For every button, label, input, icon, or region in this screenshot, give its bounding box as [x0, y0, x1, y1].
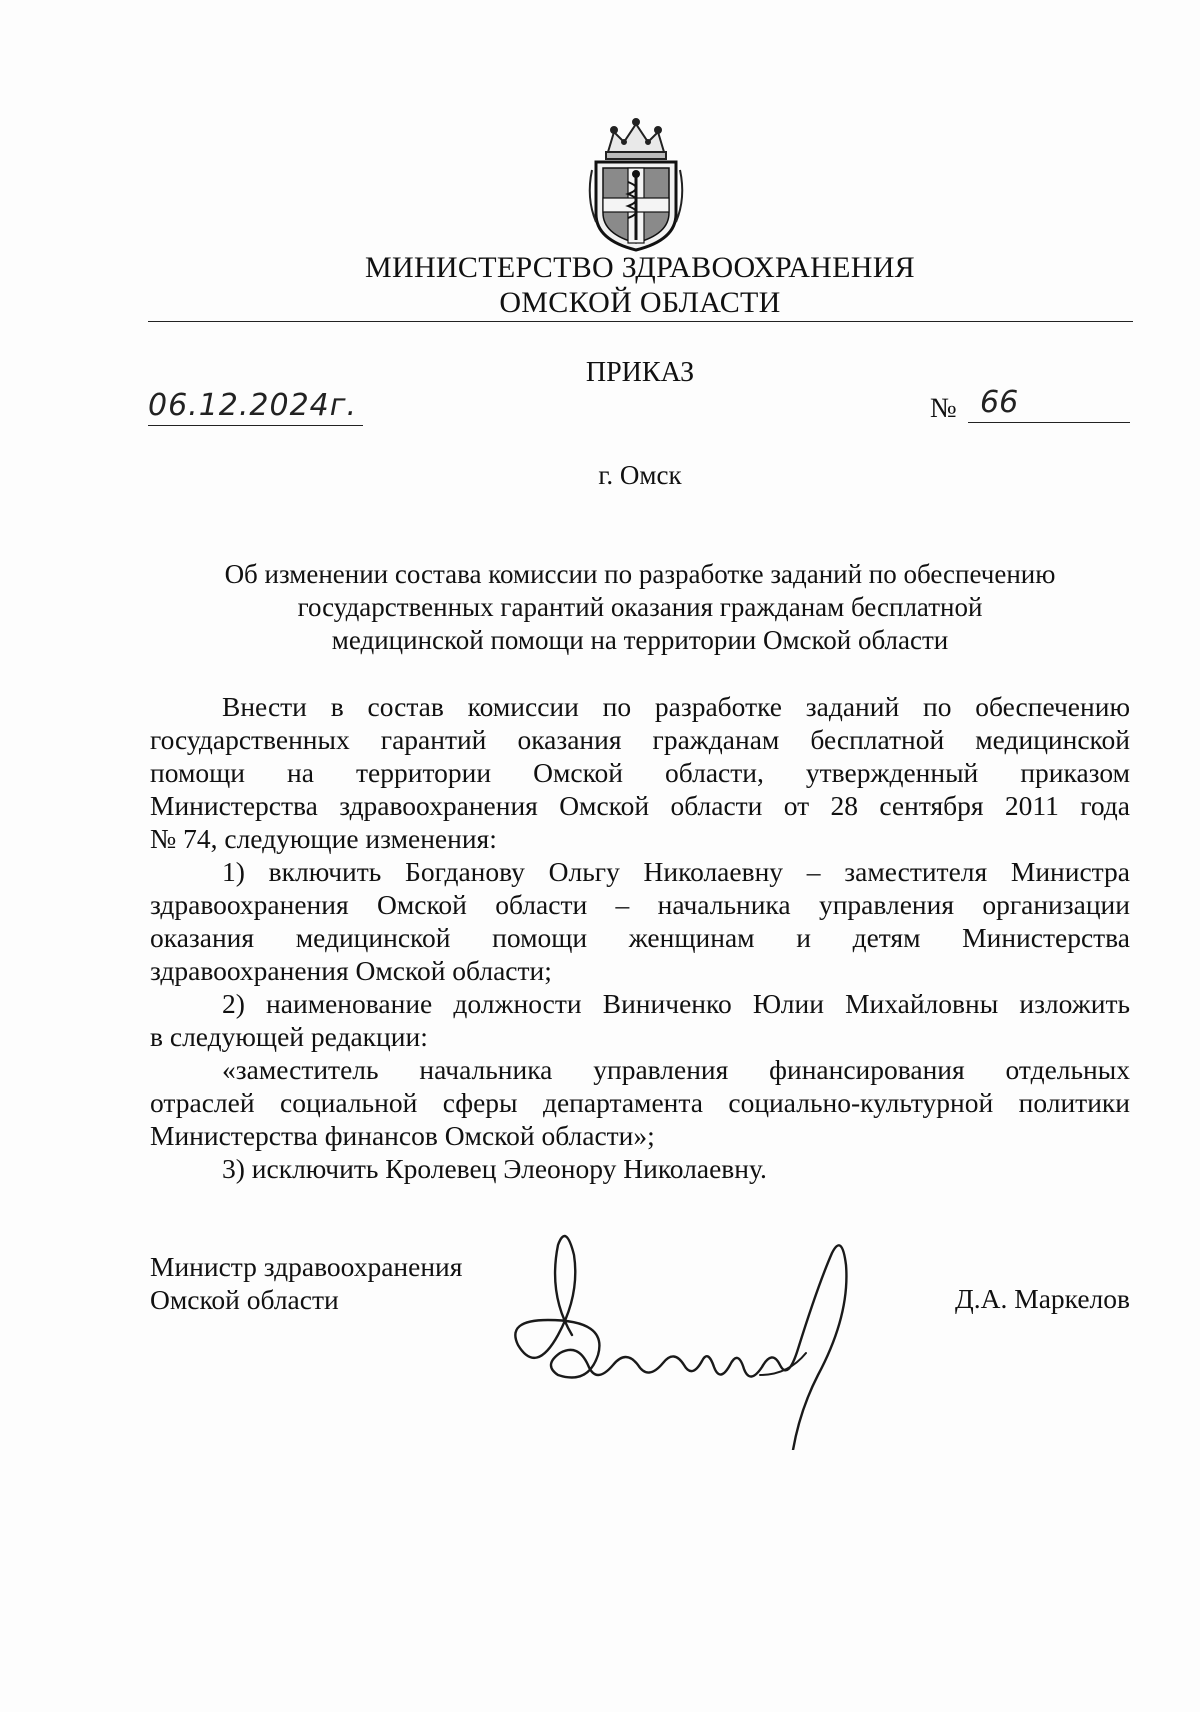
body-line: Министерства здравоохранения Омской области от 28 сентября 2011 года — [150, 790, 1130, 821]
signatory-name: Д.А. Маркелов — [955, 1283, 1130, 1314]
coat-of-arms-icon — [584, 118, 688, 252]
signatory-title-line-2: Омской области — [150, 1284, 339, 1315]
date-underline — [148, 425, 363, 426]
subject-line-3: медицинской помощи на территории Омской области — [331, 625, 949, 655]
number-underline — [968, 422, 1130, 423]
order-title: ПРИКАЗ — [585, 357, 695, 388]
body-line: «заместитель начальника управления финансирования отдельных — [222, 1054, 1130, 1085]
body-line: оказания медицинской помощи женщинам и детям Министерства — [150, 922, 1130, 953]
ministry-name-line-2: ОМСКОЙ ОБЛАСТИ — [499, 286, 781, 319]
body-line: государственных гарантий оказания гражданам бесплатной медицинской — [150, 724, 1130, 755]
order-city: г. Омск — [598, 460, 682, 490]
handwritten-signature-icon — [488, 1225, 868, 1450]
body-line: Министерства финансов Омской области»; — [150, 1120, 655, 1151]
body-line: помощи на территории Омской области, утвержденный приказом — [150, 757, 1130, 788]
body-line: 2) наименование должности Виниченко Юлии Михайловны изложить — [222, 988, 1130, 1019]
subject-line-2: государственных гарантий оказания гражданам бесплатной — [297, 592, 983, 622]
body-line: 1) включить Богданову Ольгу Николаевну – заместителя Министра — [222, 856, 1130, 887]
body-line: отраслей социальной сферы департамента социально-культурной политики — [150, 1087, 1130, 1118]
ministry-name-line-1: МИНИСТЕРСТВО ЗДРАВООХРАНЕНИЯ — [365, 251, 915, 284]
body-line: в следующей редакции: — [150, 1021, 428, 1052]
body-line: здравоохранения Омской области – начальника управления организации — [150, 889, 1130, 920]
body-line: Внести в состав комиссии по разработке заданий по обеспечению — [222, 691, 1130, 722]
body-line: 3) исключить Кролевец Элеонору Николаевну. — [222, 1153, 767, 1184]
number-sign: № — [930, 393, 957, 424]
header-divider — [148, 321, 1133, 322]
order-number: 66 — [980, 385, 1019, 420]
subject-line-1: Об изменении состава комиссии по разработке заданий по обеспечению — [224, 559, 1056, 589]
body-line: № 74, следующие изменения: — [150, 823, 497, 854]
signatory-title-line-1: Министр здравоохранения — [150, 1251, 463, 1282]
order-date: 06.12.2024г. — [148, 388, 358, 423]
body-line: здравоохранения Омской области; — [150, 955, 552, 986]
